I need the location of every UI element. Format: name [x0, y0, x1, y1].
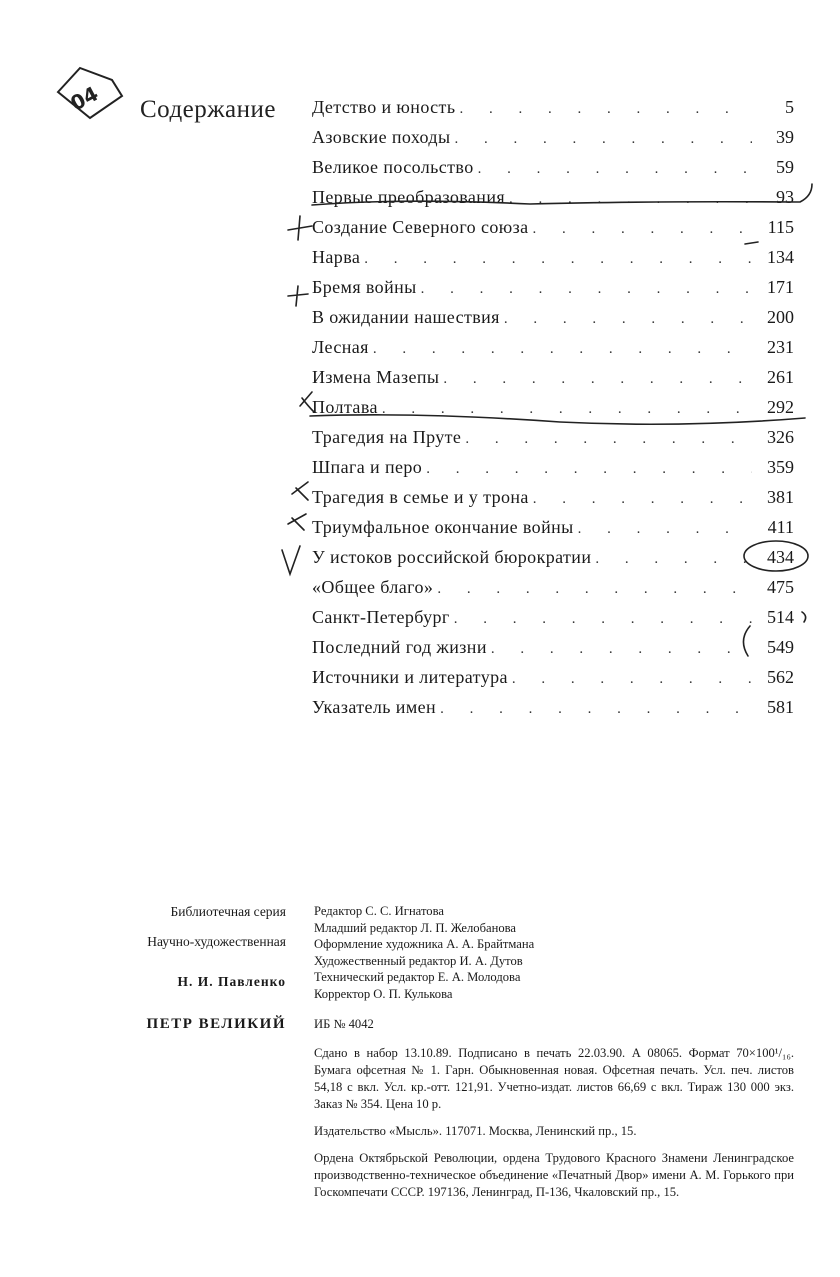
credit-line: Художественный редактор И. А. Дутов: [314, 953, 523, 968]
credit-line: Технический редактор Е. А. Молодова: [314, 970, 521, 984]
toc-entry-page: 292: [767, 397, 794, 417]
leader-dots: [443, 364, 752, 394]
credit-line: Корректор О. П. Кулькова: [314, 986, 453, 1001]
toc-entry: [312, 662, 794, 692]
toc-entry: [312, 272, 794, 302]
toc-entry-page: 261: [767, 367, 794, 387]
toc-entry-page: 475: [767, 577, 794, 597]
leader-dots: [504, 304, 752, 334]
tick-mark: [288, 514, 306, 530]
toc-entry: [312, 692, 794, 722]
genre-label: Научно-художественная: [147, 934, 286, 949]
handwritten-page-mark: [50, 62, 130, 122]
toc-entry-page: 381: [767, 487, 794, 507]
leader-dots: [455, 124, 753, 154]
paren-mark: [802, 612, 806, 622]
leader-dots: [440, 694, 752, 724]
toc-entry-title: Детство и юность: [312, 97, 456, 117]
toc-entry: [312, 452, 794, 482]
toc-entry-title: Полтава: [312, 397, 378, 417]
toc-entry: [312, 392, 794, 422]
leader-dots: [578, 514, 752, 544]
leader-dots: [421, 274, 752, 304]
toc-entry: [312, 362, 794, 392]
toc-entry: [312, 242, 794, 272]
leader-dots: [512, 664, 752, 694]
leader-dots: [364, 244, 752, 274]
toc-entry-title: Азовские походы: [312, 127, 451, 147]
credits-list: [314, 903, 794, 1002]
toc-entry: [312, 92, 794, 122]
toc-entry-page: 434: [767, 547, 794, 567]
author-name: Н. И. Павленко: [177, 974, 286, 989]
toc-entry: [312, 542, 794, 572]
print-details: Сдано в набор 13.10.89. Подписано в печать 22.03.90. А 08065. Формат 70×100¹/₁₆. Бумага офсетная № 1. Гарн. Обыкновенная новая. Офсетная печать. Усл. печ. листов 54,18 с вкл. Усл. кр.-отт. 121,91. Учетно-издат. листов 66,69 с вкл. Тираж 130 000 экз. Заказ № 354. Цена 10 р.: [314, 1046, 794, 1111]
toc-entry: [312, 422, 794, 452]
toc-entry-page: 59: [776, 157, 794, 177]
toc-entry-page: 134: [767, 247, 794, 267]
imprint-right-column: [314, 903, 794, 1211]
toc-entry-title: Шпага и перо: [312, 457, 423, 477]
toc-entry-title: Триумфальное окончание войны: [312, 517, 574, 537]
leader-dots: [478, 154, 752, 184]
toc-entry-page: 581: [767, 697, 794, 717]
toc-entry-page: 549: [767, 637, 794, 657]
toc-entry-page: 231: [767, 337, 794, 357]
check-mark: [282, 546, 300, 574]
leader-dots: [595, 544, 752, 574]
toc-entry-title: Великое посольство: [312, 157, 474, 177]
cross-mark: [288, 286, 308, 306]
toc-entry-page: 562: [767, 667, 794, 687]
toc-entry-title: У истоков российской бюрократии: [312, 547, 592, 567]
toc-entry: [312, 212, 794, 242]
tick-mark: [292, 482, 308, 500]
page-mark-text: 04: [66, 81, 103, 116]
series-label: Библиотечная серия: [170, 904, 286, 919]
leader-dots: [426, 454, 752, 484]
toc-entry-page: 171: [767, 277, 794, 297]
toc-entry-title: «Общее благо»: [312, 577, 434, 597]
toc-entry-page: 200: [767, 307, 794, 327]
imprint-left-column: [60, 902, 286, 1034]
toc-entry: [312, 512, 794, 542]
leader-dots: [533, 214, 753, 244]
leader-dots: [491, 634, 752, 664]
toc-entry-title: Последний год жизни: [312, 637, 487, 657]
toc-entry: [312, 122, 794, 152]
toc-entry: [312, 632, 794, 662]
toc-heading: Содержание: [140, 96, 276, 123]
credit-line: Оформление художника А. А. Брайтмана: [314, 937, 535, 951]
ib-number: ИБ № 4042: [314, 1017, 374, 1031]
toc-entry-page: 514: [767, 607, 794, 627]
toc-entry: [312, 152, 794, 182]
table-of-contents: [312, 92, 794, 722]
toc-entry-title: Измена Мазепы: [312, 367, 440, 387]
toc-entry-page: 5: [785, 97, 794, 117]
toc-entry-title: Трагедия на Пруте: [312, 427, 462, 447]
cross-mark: [288, 216, 312, 240]
toc-entry-title: Нарва: [312, 247, 361, 267]
toc-entry: [312, 602, 794, 632]
toc-entry-title: Трагедия в семье и у трона: [312, 487, 529, 507]
toc-entry: [312, 332, 794, 362]
toc-entry-title: В ожидании нашествия: [312, 307, 500, 327]
credit-line: Младший редактор Л. П. Желобанова: [314, 920, 517, 935]
toc-entry-page: 115: [767, 217, 794, 237]
leader-dots: [382, 394, 752, 424]
book-title: ПЕТР ВЕЛИКИЙ: [146, 1016, 286, 1032]
toc-entry: [312, 302, 794, 332]
toc-entry-title: Санкт-Петербург: [312, 607, 450, 627]
toc-entry-title: Источники и литература: [312, 667, 508, 687]
leader-dots: [509, 184, 752, 214]
leader-dots: [465, 424, 752, 454]
publisher-address: Издательство «Мысль». 117071. Москва, Ленинский пр., 15.: [314, 1124, 637, 1138]
leader-dots: [454, 604, 752, 634]
toc-entry: [312, 572, 794, 602]
toc-entry: [312, 182, 794, 212]
printer-info: Ордена Октябрьской Революции, ордена Трудового Красного Знамени Ленинградское производственно-техническое объединение «Печатный Двор» имени А. М. Горького при Госкомпечати СССР. 197136, Ленинград, П-136, Чкаловский пр., 15.: [314, 1151, 794, 1199]
toc-entry-title: Лесная: [312, 337, 369, 357]
toc-entry-title: Создание Северного союза: [312, 217, 529, 237]
toc-entry-page: 93: [776, 187, 794, 207]
leader-dots: [459, 94, 752, 124]
toc-entry-page: 359: [767, 457, 794, 477]
toc-entry-page: 326: [767, 427, 794, 447]
credit-line: Редактор С. С. Игнатова: [314, 904, 444, 918]
leader-dots: [533, 484, 752, 514]
toc-entry: [312, 482, 794, 512]
toc-entry-title: Указатель имен: [312, 697, 437, 717]
leader-dots: [437, 574, 752, 604]
leader-dots: [373, 334, 752, 364]
toc-entry-page: 39: [776, 127, 794, 147]
toc-entry-page: 411: [767, 517, 794, 537]
toc-entry-title: Первые преобразования: [312, 187, 506, 207]
toc-entry-title: Бремя войны: [312, 277, 417, 297]
